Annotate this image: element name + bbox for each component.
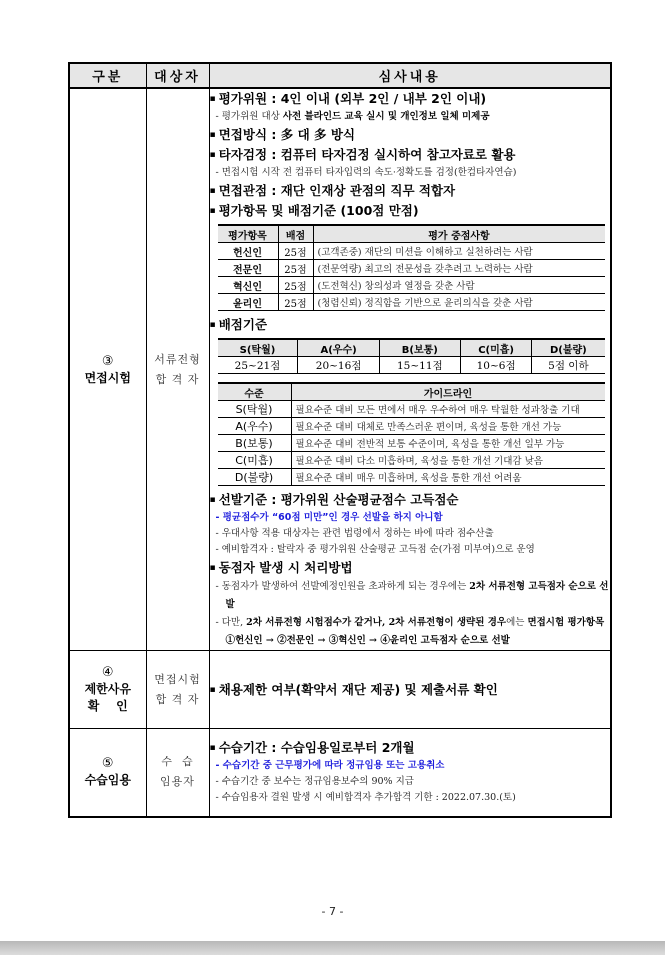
range-c: 10~6점 xyxy=(460,357,531,374)
category-label-line2: 확 인 xyxy=(87,699,128,713)
panel-sub-bold: 사전 블라인드 교육 실시 및 개인정보 일체 미제공 xyxy=(282,111,490,122)
method-title: ▪ 면접방식 : 多 대 多 방식 xyxy=(210,125,611,145)
panel-sub-prefix: - 평가위원 대상 xyxy=(215,111,283,122)
level-table xyxy=(218,382,605,486)
criteria-score: 25점 xyxy=(278,260,313,277)
criteria-header-item: 평가항목 xyxy=(218,225,279,243)
review-table xyxy=(68,62,612,818)
grade-d: D(불량) xyxy=(532,339,605,357)
category-label: 수습임용 xyxy=(84,773,131,788)
selection-sub-min-score: - 평균점수가 “60점 미만”인 경우 선발을 하지 아니함 xyxy=(215,512,443,523)
criteria-header-score: 배점 xyxy=(278,225,313,243)
category-restriction xyxy=(69,651,146,729)
criteria-name: 윤리인 xyxy=(218,294,279,311)
probation-sub-deadline: - 수습임용자 결원 발생 시 예비합격자 추가합격 기한 : 2022.07.30.(토) xyxy=(215,792,516,804)
criteria-name: 혁신인 xyxy=(218,277,279,294)
grade-b: B(보통) xyxy=(379,339,460,357)
page-number: - 7 - xyxy=(321,905,344,918)
level-row xyxy=(218,418,605,435)
header-target: 대상자 xyxy=(146,63,209,88)
grade-a: A(우수) xyxy=(298,339,379,357)
level-guide: 필요수준 대비 모든 면에서 매우 우수하여 매우 탁월한 성과창출 기대 xyxy=(291,401,605,418)
level-label: C(미흡) xyxy=(218,452,292,469)
header-category: 구분 xyxy=(69,63,146,88)
criteria-desc: (도전혁신) 창의성과 열정을 갖춘 사람 xyxy=(313,277,605,294)
step-number: ③ xyxy=(101,353,114,369)
criteria-name: 전문인 xyxy=(218,260,279,277)
tie-sub2-bold1: 2차 서류전형 시험점수가 같거나, 2차 서류전형이 생략된 경우 xyxy=(246,617,507,628)
range-b: 15~11점 xyxy=(379,357,460,374)
tie-sub2-mid: 에는 xyxy=(506,617,528,628)
step-number: ④ xyxy=(101,665,114,680)
probation-sub-pay: - 수습기간 중 보수는 정규임용보수의 90% 지급 xyxy=(215,776,414,788)
category-probation xyxy=(69,729,146,817)
target-line2: 합 격 자 xyxy=(155,692,200,706)
category-label: 면접시험 xyxy=(84,370,131,385)
criteria-desc: (전문역량) 최고의 전문성을 갖추려고 노력하는 사람 xyxy=(313,260,605,277)
panel-title: ▪ 평가위원 : 4인 이내 (외부 2인 / 내부 2인 이내) xyxy=(210,89,611,109)
category-label-line1: 제한사유 xyxy=(84,682,131,696)
level-header: 수준 xyxy=(218,383,292,401)
tie-sub2-bold2: 면접시험 평가항목 ①헌신인 → ②전문인 → ③혁신인 → ④윤리인 고득점자 순으로 선발 xyxy=(225,617,605,646)
criteria-table xyxy=(218,224,605,311)
selection-title: ▪ 선발기준 : 평가위원 산술평균점수 고득점순 xyxy=(210,490,611,510)
criteria-row xyxy=(218,277,605,294)
range-d: 5점 이하 xyxy=(532,357,605,374)
level-row xyxy=(218,452,605,469)
restriction-check: ▪ 채용제한 여부(확약서 재단 제공) 및 제출서류 확인 xyxy=(210,680,611,700)
tie-sub1-prefix: - 동점자가 발생하여 선발예정인원을 초과하게 되는 경우에는 xyxy=(215,581,470,592)
target-line1: 수 습 xyxy=(161,755,194,769)
content-interview xyxy=(209,88,611,651)
grade-s: S(탁월) xyxy=(218,339,298,357)
selection-sub-reserve: - 예비합격자 : 탈락자 중 평가위원 산술평균 고득점 순(가점 미부여)으로 운영 xyxy=(215,544,535,555)
header-content: 심사내용 xyxy=(209,63,611,88)
criteria-row xyxy=(218,260,605,277)
target-line2: 합 격 자 xyxy=(155,372,200,386)
panel-sub xyxy=(210,109,611,125)
table-row-probation xyxy=(69,729,611,817)
criteria-name: 헌신인 xyxy=(218,243,279,260)
tie-sub1 xyxy=(210,578,611,614)
probation-sub-evaluation: - 수습기간 중 근무평가에 따라 정규임용 또는 고용취소 xyxy=(215,760,445,772)
target-interview xyxy=(146,88,209,651)
scoring-title: ▪ 배점기준 xyxy=(210,315,611,335)
typing-title: ▪ 타자검정 : 컴퓨터 타자검정 실시하여 참고자료로 활용 xyxy=(210,145,611,165)
level-row xyxy=(218,435,605,452)
viewer-bottom-edge xyxy=(0,941,665,955)
criteria-score: 25점 xyxy=(278,294,313,311)
tie-title: ▪ 동점자 발생 시 처리방법 xyxy=(210,558,611,578)
level-guide: 필요수준 대비 매우 미흡하며, 육성을 통한 개선 어려움 xyxy=(291,469,605,486)
level-label: A(우수) xyxy=(218,418,292,435)
grade-table xyxy=(218,338,605,374)
tie-sub2-prefix: - 다만, xyxy=(215,617,247,628)
target-line1: 서류전형 xyxy=(154,352,201,366)
content-restriction xyxy=(209,651,611,729)
criteria-row xyxy=(218,294,605,311)
probation-title: ▪ 수습기간 : 수습임용일로부터 2개월 xyxy=(210,738,611,758)
criteria-row xyxy=(218,243,605,260)
level-row xyxy=(218,469,605,486)
range-s: 25~21점 xyxy=(218,357,298,374)
table-header-row xyxy=(69,63,611,88)
target-restriction xyxy=(146,651,209,729)
table-row-interview xyxy=(69,88,611,651)
criteria-header-focus: 평가 중점사항 xyxy=(313,225,605,243)
level-label: S(탁월) xyxy=(218,401,292,418)
level-guide: 필요수준 대비 다소 미흡하며, 육성을 통한 개선 기대감 낮음 xyxy=(291,452,605,469)
criteria-title: ▪ 평가항목 및 배점기준 (100점 만점) xyxy=(210,201,611,221)
category-interview xyxy=(69,88,146,651)
grade-c: C(미흡) xyxy=(460,339,531,357)
level-guide: 필요수준 대비 전반적 보통 수준이며, 육성을 통한 개선 일부 가능 xyxy=(291,435,605,452)
content-probation xyxy=(209,729,611,817)
target-probation xyxy=(146,729,209,817)
level-guide: 필요수준 대비 대체로 만족스러운 편이며, 육성을 통한 개선 가능 xyxy=(291,418,605,435)
tie-sub2 xyxy=(210,614,611,650)
criteria-desc: (고객존중) 재단의 미션을 이해하고 실천하려는 사람 xyxy=(313,243,605,260)
tie-sub1-bold: 2차 서류전형 고득점자 순으로 선발 xyxy=(225,581,609,610)
viewpoint-title: ▪ 면접관점 : 재단 인재상 관점의 직무 적합자 xyxy=(210,181,611,201)
guideline-header: 가이드라인 xyxy=(291,383,605,401)
typing-sub: - 면접시험 시작 전 컴퓨터 타자입력의 속도·정확도를 검정(한컴타자연습) xyxy=(215,167,517,178)
target-line2: 임용자 xyxy=(160,775,195,789)
level-row xyxy=(218,401,605,418)
criteria-score: 25점 xyxy=(278,277,313,294)
criteria-desc: (청렴신뢰) 정직함을 기반으로 윤리의식을 갖춘 사람 xyxy=(313,294,605,311)
selection-sub-preference: - 우대사항 적용 대상자는 관련 법령에서 정하는 바에 따라 점수산출 xyxy=(215,528,494,539)
level-label: D(불량) xyxy=(218,469,292,486)
criteria-score: 25점 xyxy=(278,243,313,260)
table-row-restriction xyxy=(69,651,611,729)
step-number: ⑤ xyxy=(101,756,114,772)
level-label: B(보통) xyxy=(218,435,292,452)
range-a: 20~16점 xyxy=(298,357,379,374)
target-line1: 면접시험 xyxy=(154,672,201,686)
